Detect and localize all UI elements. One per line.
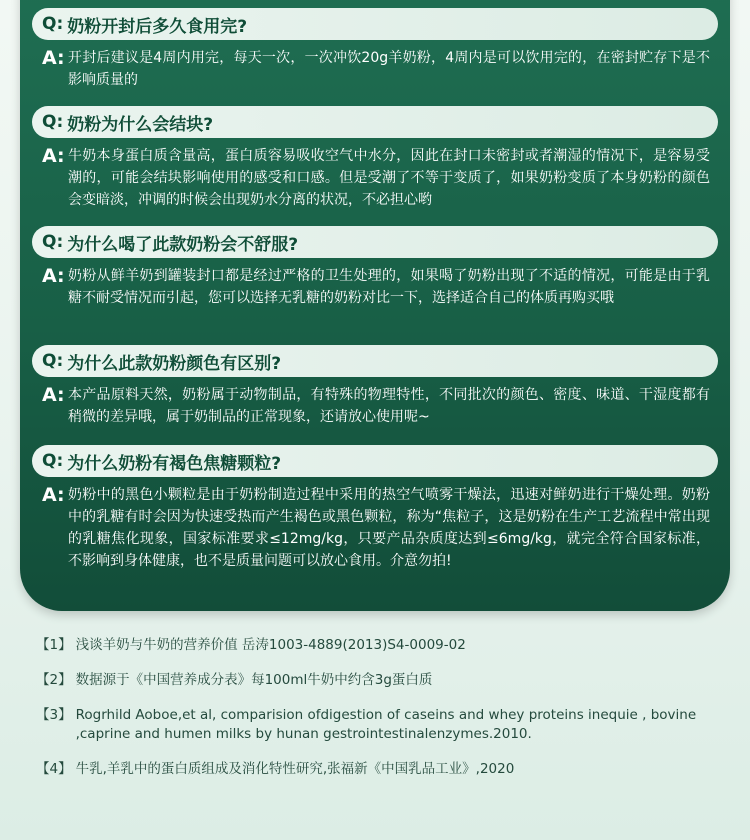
reference-text: 浅谈羊奶与牛奶的营养价值 岳涛1003-4889(2013)S4-0009-02 <box>75 637 466 653</box>
a-mark: A: <box>42 484 65 506</box>
answer-text: 奶粉从鲜羊奶到罐装封口都是经过严格的卫生处理的，如果喝了奶粉出现了不适的情况，可能是由于乳糖不耐受情况而引起，您可以选择无乳糖的奶粉对比一下，选择适合自己的体质再购买哦 <box>68 268 710 306</box>
q-mark: Q: <box>42 451 64 471</box>
reference-number: 【4】 <box>36 761 72 777</box>
faq-item <box>32 106 718 211</box>
faq-item <box>32 8 718 91</box>
faq-item <box>32 445 718 572</box>
faq-item <box>32 226 718 309</box>
answer <box>32 484 718 572</box>
question-pill <box>32 345 718 377</box>
question-pill <box>32 106 718 138</box>
reference-text: 牛乳,羊乳中的蛋白质组成及消化特性研究,张福新《中国乳品工业》,2020 <box>75 761 515 777</box>
answer <box>32 47 718 91</box>
reference-number: 【3】 <box>36 707 72 723</box>
question-text: 奶粉开封后多久食用完? <box>67 16 248 37</box>
reference-text: Rogrhild Aoboe,et al, comparision ofdigestion of caseins and whey proteins inequie , bovine ,caprine and humen milks by hunan gestrointestinalenzymes.2010. <box>75 707 697 742</box>
reference-number: 【2】 <box>36 672 72 688</box>
reference-item <box>36 706 716 744</box>
q-mark: Q: <box>42 112 64 132</box>
answer <box>32 384 718 428</box>
a-mark: A: <box>42 384 65 406</box>
question-text: 奶粉为什么会结块? <box>67 114 214 135</box>
a-mark: A: <box>42 265 65 287</box>
q-mark: Q: <box>42 14 64 34</box>
question-pill <box>32 8 718 40</box>
question-text: 为什么喝了此款奶粉会不舒服? <box>67 234 299 255</box>
a-mark: A: <box>42 47 65 69</box>
references <box>36 636 716 795</box>
question-pill <box>32 445 718 477</box>
reference-item <box>36 636 716 655</box>
reference-text: 数据源于《中国营养成分表》每100ml牛奶中约含3g蛋白质 <box>75 672 433 688</box>
answer-text: 奶粉中的黑色小颗粒是由于奶粉制造过程中采用的热空气喷雾干燥法，迅速对鲜奶进行干燥处理。奶粉中的乳糖有时会因为快速受热而产生褐色或黑色颗粒，称为“焦粒子，这是奶粉在生产工艺流程中常出现的乳糖焦化现象，国家标准要求≤12mg/kg，只要产品杂质度达到≤6mg/kg，就完全符合国家标准，不影响到身体健康，也不是质量问题可以放心食用。介意勿拍! <box>68 487 710 569</box>
q-mark: Q: <box>42 232 64 252</box>
reference-item <box>36 760 716 779</box>
answer-text: 牛奶本身蛋白质含量高，蛋白质容易吸收空气中水分，因此在封口未密封或者潮湿的情况下，是容易受潮的，可能会结块影响使用的感受和口感。但是受潮了不等于变质了，如果奶粉变质了本身奶粉的颜色会变暗淡，冲调的时候会出现奶水分离的状况，不必担心哟 <box>68 148 710 208</box>
reference-item <box>36 671 716 690</box>
q-mark: Q: <box>42 351 64 371</box>
answer <box>32 265 718 309</box>
a-mark: A: <box>42 145 65 167</box>
answer-text: 开封后建议是4周内用完，每天一次，一次冲饮20g羊奶粉，4周内是可以饮用完的，在密封贮存下是不影响质量的 <box>68 50 710 88</box>
question-text: 为什么奶粉有褐色焦糖颗粒? <box>67 453 282 474</box>
faq-item <box>32 345 718 428</box>
question-pill <box>32 226 718 258</box>
answer-text: 本产品原料天然，奶粉属于动物制品，有特殊的物理特性，不同批次的颜色、密度、味道、干湿度都有稍微的差异哦，属于奶制品的正常现象，还请放心使用呢~ <box>68 387 710 425</box>
reference-number: 【1】 <box>36 637 72 653</box>
question-text: 为什么此款奶粉颜色有区别? <box>67 353 282 374</box>
answer <box>32 145 718 211</box>
